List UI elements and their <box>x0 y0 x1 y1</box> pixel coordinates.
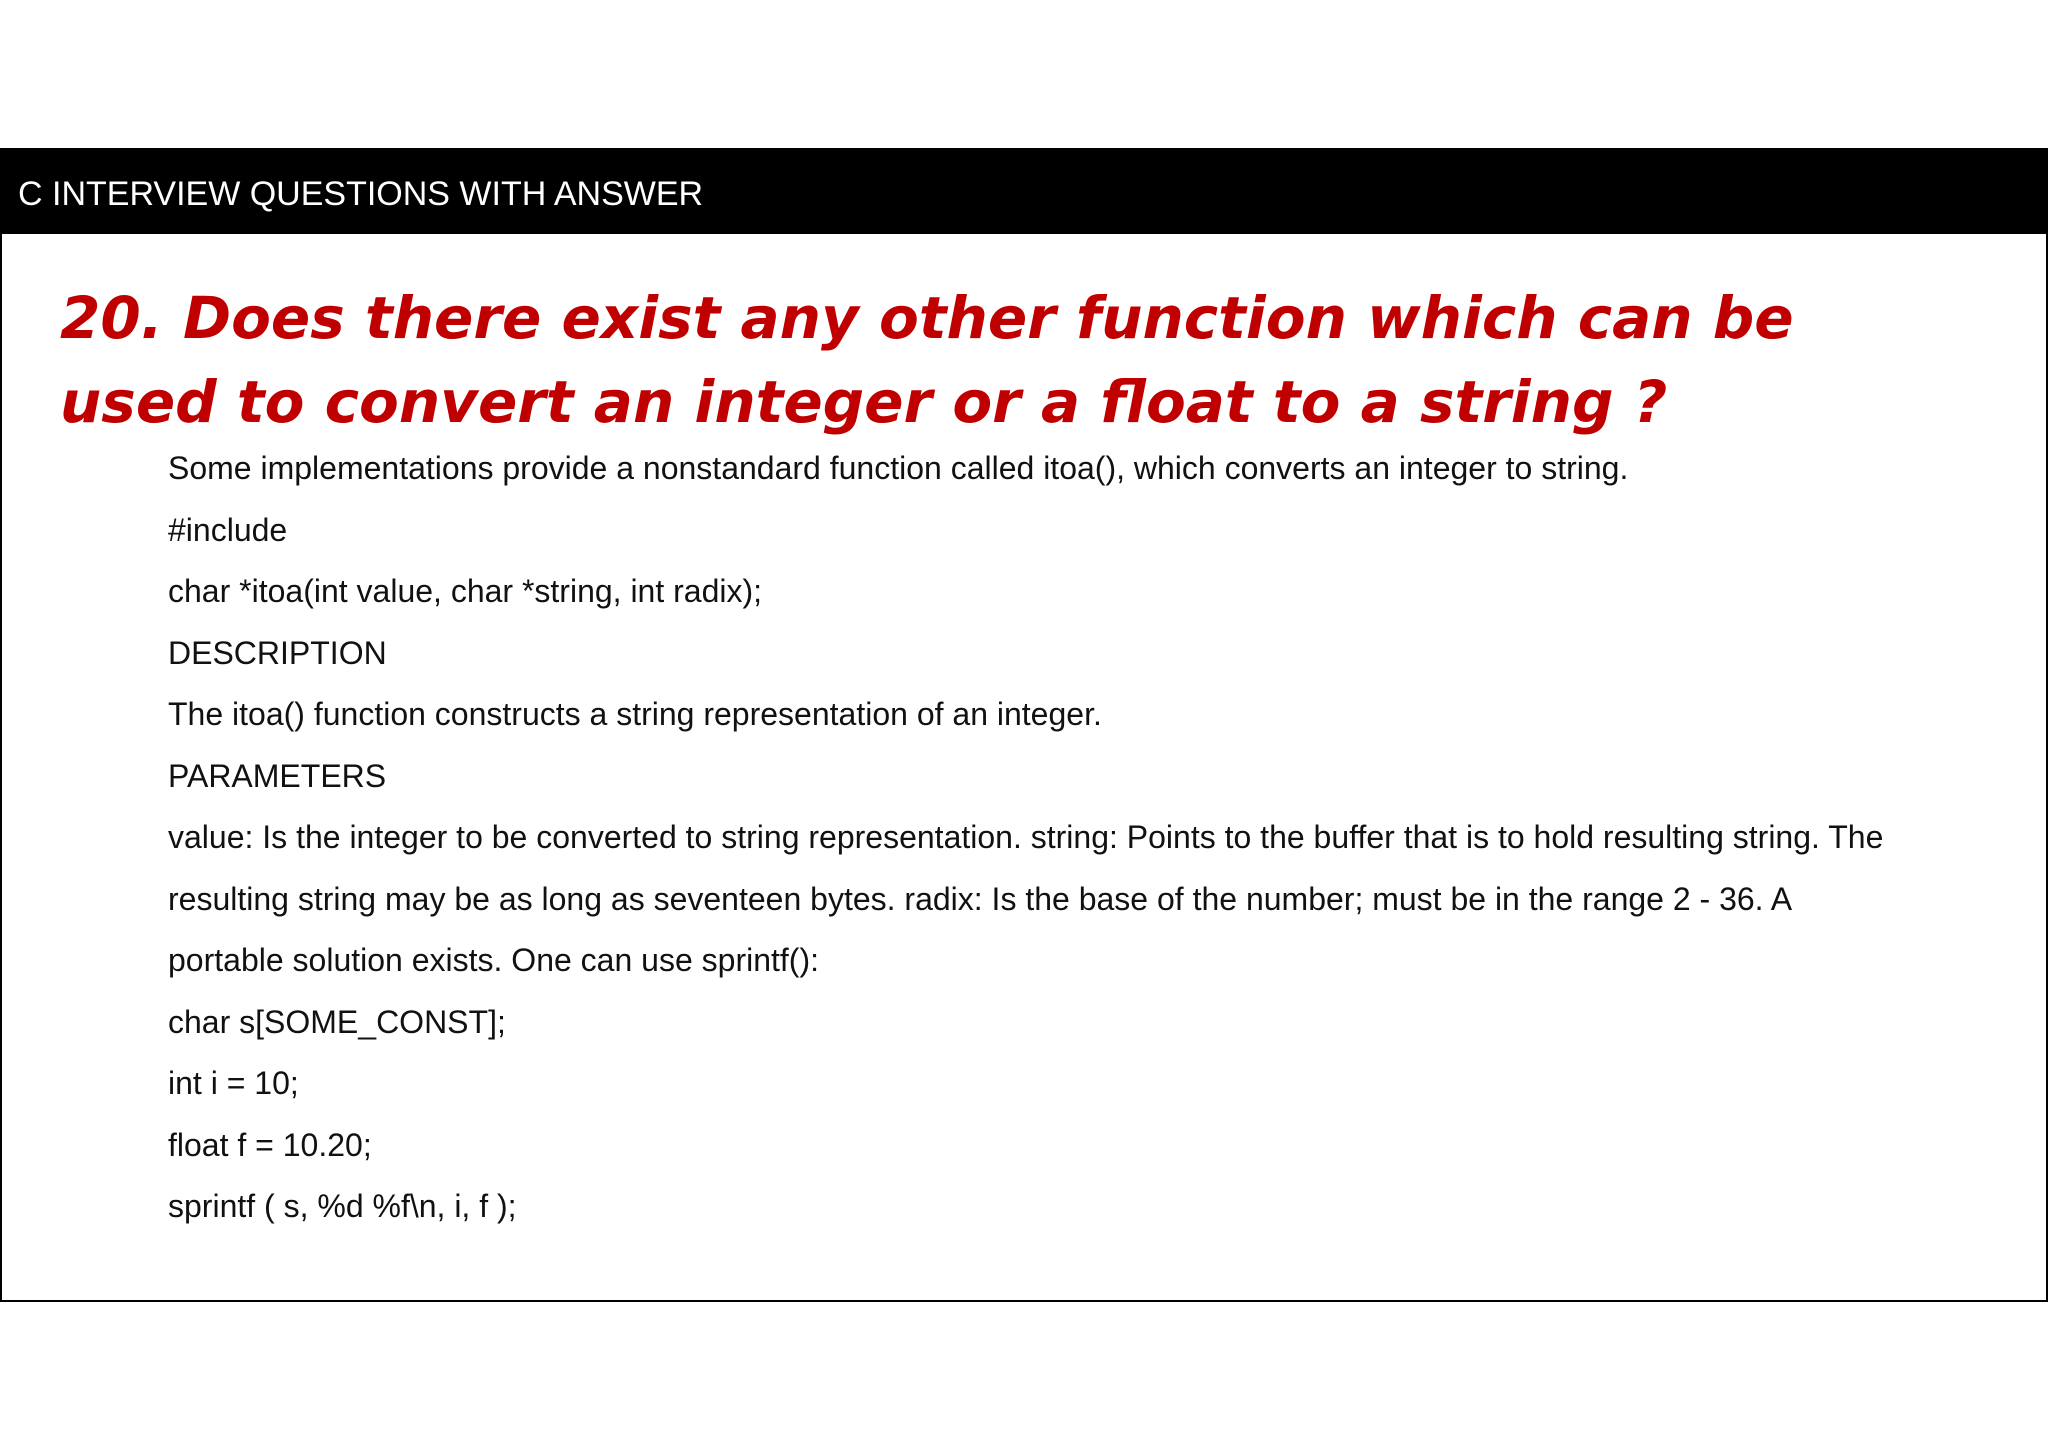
answer-line: The itoa() function constructs a string representation of an integer. <box>168 696 1102 732</box>
slide-frame <box>0 148 2048 1302</box>
answer-line: Some implementations provide a nonstandard function called itoa(), which converts an integer to string. <box>168 450 1629 486</box>
answer-line: char s[SOME_CONST]; <box>168 1003 506 1040</box>
answer-line: #include <box>168 511 288 548</box>
header-bar <box>2 150 2046 234</box>
answer-line: int i = 10; <box>168 1065 299 1101</box>
question-title-line-2: used to convert an integer or a float to a string ? <box>60 368 1668 436</box>
answer-line: PARAMETERS <box>168 757 387 794</box>
answer-line: char *itoa(int value, char *string, int radix); <box>168 573 763 609</box>
question-title <box>60 276 2020 444</box>
question-title-line-1: 20. Does there exist any other function which can be <box>60 284 1794 352</box>
answer-line: portable solution exists. One can use sprintf(): <box>168 942 819 978</box>
answer-line: float f = 10.20; <box>168 1126 372 1163</box>
answer-line: resulting string may be as long as seventeen bytes. radix: Is the base of the number; must be in the range 2 - 36. A <box>168 880 1793 917</box>
answer-line: sprintf ( s, %d %f\n, i, f ); <box>168 1188 517 1224</box>
answer-line: value: Is the integer to be converted to string representation. string: Points to the buffer that is to hold resulting string. The <box>168 819 1884 855</box>
answer-line: DESCRIPTION <box>168 634 387 671</box>
header-title: C INTERVIEW QUESTIONS WITH ANSWER <box>18 175 704 213</box>
answer-body <box>168 438 2028 1238</box>
